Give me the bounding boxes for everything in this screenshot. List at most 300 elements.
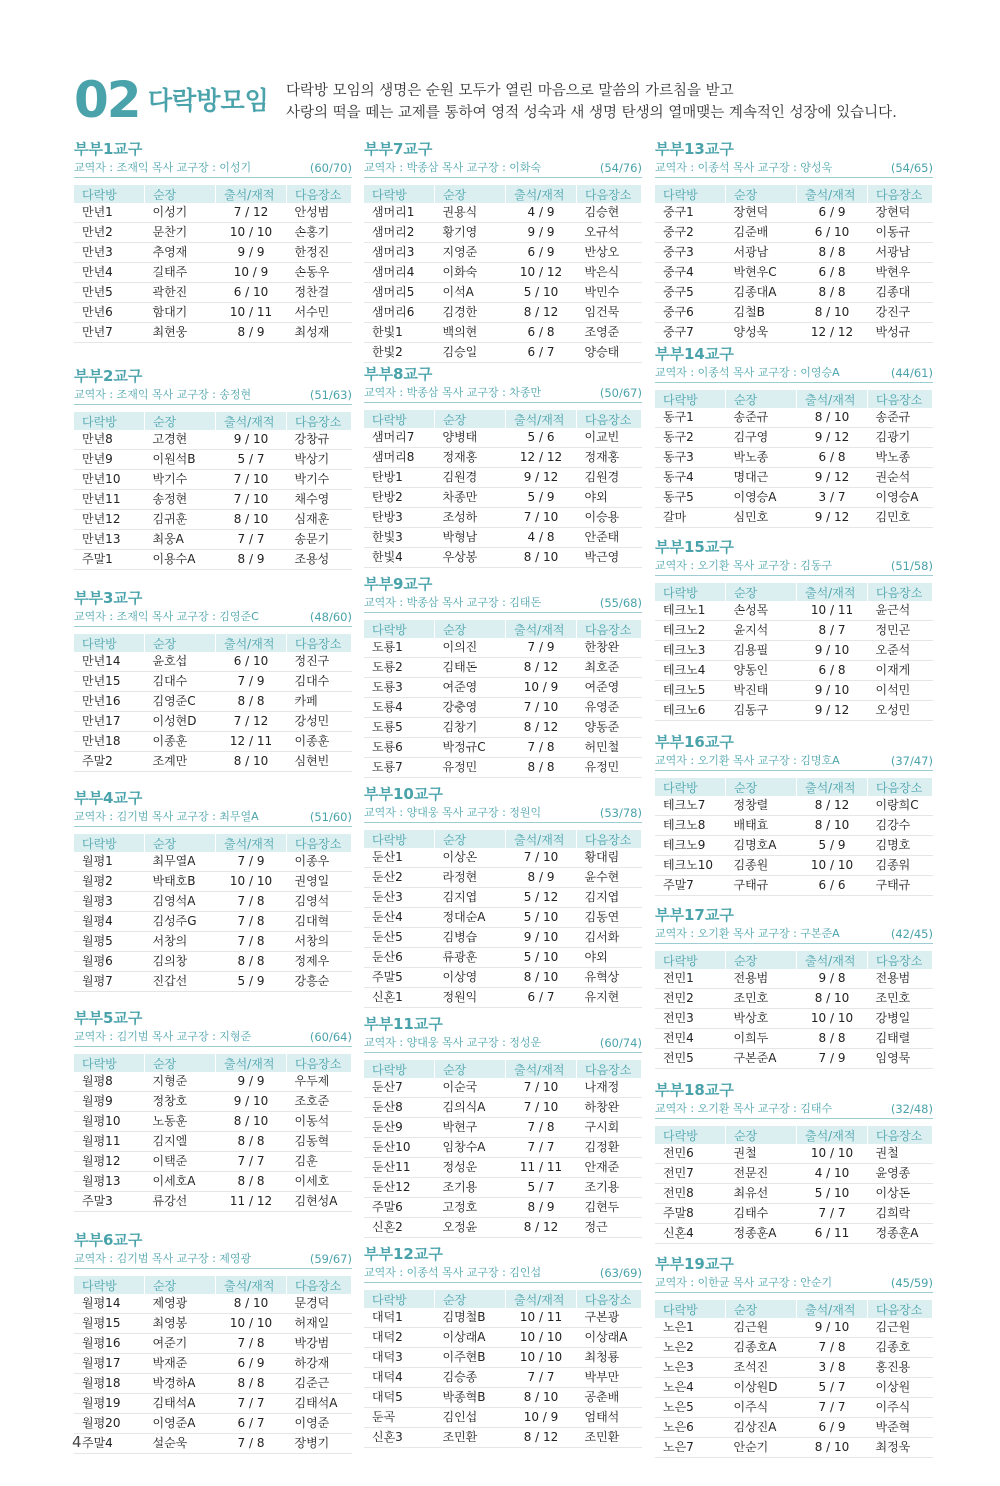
column-header: 다락방 (655, 1126, 726, 1144)
cell-leader: 함대기 (145, 303, 216, 323)
cell-attendance: 10 / 10 (797, 856, 868, 876)
column-header: 다락방 (364, 620, 435, 638)
cell-next-place: 서광남 (868, 243, 933, 263)
cell-leader: 박경하A (145, 1374, 216, 1394)
group-info (364, 594, 642, 613)
column-header: 다락방 (74, 1276, 145, 1294)
table-header-row (74, 634, 352, 652)
cell-room: 테크노7 (655, 796, 726, 816)
column-header: 다락방 (655, 1300, 726, 1318)
cell-leader: 구태규 (726, 876, 797, 896)
cell-leader: 박상호 (726, 1009, 797, 1029)
cell-room: 신혼3 (364, 1428, 435, 1448)
cell-leader: 이상온 (435, 848, 506, 868)
cell-room: 중구5 (655, 283, 726, 303)
cell-leader: 조민호 (726, 989, 797, 1009)
cell-next-place: 이종우 (287, 852, 352, 872)
group-table (655, 951, 933, 1069)
cell-room: 테크노1 (655, 601, 726, 621)
cell-room: 만년9 (74, 450, 145, 470)
group-staff: 교역자 : 김기범 목사 교구장 : 지형준 (74, 1030, 252, 1043)
table-row (364, 1158, 642, 1178)
cell-room: 대덕4 (364, 1368, 435, 1388)
table-row (74, 912, 352, 932)
table-row (74, 243, 352, 263)
table-row (655, 263, 933, 283)
cell-room: 신혼1 (364, 988, 435, 1008)
table-header-row (74, 185, 352, 203)
group-block (74, 365, 352, 570)
cell-attendance: 8 / 10 (797, 408, 868, 428)
cell-room: 샘머리7 (364, 428, 435, 448)
cell-attendance: 5 / 9 (216, 972, 287, 992)
cell-leader: 정재홍 (435, 448, 506, 468)
table-row (655, 601, 933, 621)
cell-attendance: 9 / 12 (797, 701, 868, 721)
table-row (364, 448, 642, 468)
cell-next-place: 송문기 (287, 530, 352, 550)
cell-attendance: 9 / 12 (797, 428, 868, 448)
cell-leader: 박진태 (726, 681, 797, 701)
table-row (74, 892, 352, 912)
cell-next-place: 김민호 (868, 508, 933, 528)
column-header: 다음장소 (868, 390, 933, 408)
table-row (364, 283, 642, 303)
group-name: 부부10교구 (364, 785, 443, 803)
column-header: 순장 (435, 1290, 506, 1308)
cell-room: 월평10 (74, 1112, 145, 1132)
cell-next-place: 김승현 (577, 203, 642, 223)
cell-room: 도룡6 (364, 738, 435, 758)
table-row (364, 678, 642, 698)
cell-next-place: 나재정 (577, 1078, 642, 1098)
cell-room: 만년7 (74, 323, 145, 343)
cell-attendance: 10 / 10 (506, 1348, 577, 1368)
group-block (655, 536, 933, 721)
group-attendance-total: (50/67) (599, 386, 642, 400)
cell-leader: 조기용 (435, 1178, 506, 1198)
cell-attendance: 10 / 10 (216, 872, 287, 892)
cell-room: 둔산5 (364, 928, 435, 948)
cell-leader: 차종만 (435, 488, 506, 508)
group-info (655, 1100, 933, 1119)
cell-leader: 지영준 (435, 243, 506, 263)
group-name: 부부5교구 (74, 1009, 143, 1027)
cell-next-place: 김서화 (577, 928, 642, 948)
cell-room: 동구5 (655, 488, 726, 508)
cell-leader: 제영광 (145, 1294, 216, 1314)
table-row (74, 430, 352, 450)
group-table (655, 1300, 933, 1458)
group-info (655, 159, 933, 178)
column-header: 다음장소 (868, 1300, 933, 1318)
cell-next-place: 김종대 (868, 283, 933, 303)
cell-next-place: 김대수 (287, 672, 352, 692)
cell-attendance: 7 / 10 (216, 490, 287, 510)
group-block (74, 138, 352, 343)
column-header: 다음장소 (868, 583, 933, 601)
cell-leader: 이세호A (145, 1172, 216, 1192)
cell-leader: 박형남 (435, 528, 506, 548)
cell-room: 만년13 (74, 530, 145, 550)
group-name: 부부13교구 (655, 140, 734, 158)
cell-room: 동구3 (655, 448, 726, 468)
cell-attendance: 5 / 12 (506, 888, 577, 908)
cell-leader: 박태호B (145, 872, 216, 892)
table-row (364, 203, 642, 223)
cell-attendance: 4 / 9 (506, 203, 577, 223)
group-name: 부부14교구 (655, 345, 734, 363)
cell-room: 한빛4 (364, 548, 435, 568)
cell-leader: 김지엽 (435, 888, 506, 908)
table-row (74, 1334, 352, 1354)
column-header: 출석/재적 (216, 1054, 287, 1072)
cell-room: 테크노9 (655, 836, 726, 856)
cell-attendance: 7 / 9 (216, 672, 287, 692)
group-attendance-total: (54/76) (599, 161, 642, 175)
cell-leader: 노동훈 (145, 1112, 216, 1132)
cell-leader: 조성하 (435, 508, 506, 528)
cell-room: 둔산2 (364, 868, 435, 888)
column-header: 출석/재적 (797, 951, 868, 969)
group-name: 부부8교구 (364, 365, 433, 383)
table-row (364, 323, 642, 343)
cell-attendance: 6 / 8 (797, 263, 868, 283)
cell-leader: 박종혁B (435, 1388, 506, 1408)
table-row (74, 1314, 352, 1334)
cell-next-place: 여준영 (577, 678, 642, 698)
cell-attendance: 9 / 9 (506, 223, 577, 243)
cell-room: 둔산4 (364, 908, 435, 928)
cell-room: 주말7 (655, 876, 726, 896)
cell-room: 월평12 (74, 1152, 145, 1172)
group-attendance-total: (55/68) (599, 596, 642, 610)
table-row (364, 548, 642, 568)
column-header: 출석/재적 (506, 410, 577, 428)
table-row (364, 243, 642, 263)
cell-room: 노은4 (655, 1378, 726, 1398)
table-row (364, 1368, 642, 1388)
column-header: 다음장소 (287, 1276, 352, 1294)
cell-leader: 정창호 (145, 1092, 216, 1112)
cell-next-place: 정진구 (287, 652, 352, 672)
table-row (74, 283, 352, 303)
cell-room: 전민8 (655, 1184, 726, 1204)
cell-next-place: 박상기 (287, 450, 352, 470)
column-header: 다락방 (655, 583, 726, 601)
group-block (364, 1243, 642, 1448)
cell-leader: 최영봉 (145, 1314, 216, 1334)
column-header: 출석/재적 (216, 634, 287, 652)
cell-room: 만년11 (74, 490, 145, 510)
cell-next-place: 이상래A (577, 1328, 642, 1348)
cell-leader: 김근원 (726, 1318, 797, 1338)
cell-room: 주말4 (74, 1434, 145, 1454)
cell-room: 둔산9 (364, 1118, 435, 1138)
cell-leader: 양병태 (435, 428, 506, 448)
cell-leader: 배태효 (726, 816, 797, 836)
cell-room: 테크노4 (655, 661, 726, 681)
group-staff: 교역자 : 양대웅 목사 교구장 : 정원익 (364, 806, 542, 819)
cell-room: 전민6 (655, 1144, 726, 1164)
cell-attendance: 7 / 9 (216, 852, 287, 872)
cell-next-place: 김훈 (287, 1152, 352, 1172)
cell-next-place: 김준근 (287, 1374, 352, 1394)
cell-next-place: 구태규 (868, 876, 933, 896)
cell-leader: 최유선 (726, 1184, 797, 1204)
cell-room: 만년12 (74, 510, 145, 530)
cell-next-place: 이석민 (868, 681, 933, 701)
group-name: 부부9교구 (364, 575, 433, 593)
group-staff: 교역자 : 오기환 목사 교구장 : 김태수 (655, 1102, 833, 1115)
cell-room: 동구4 (655, 468, 726, 488)
cell-next-place: 김근원 (868, 1318, 933, 1338)
column-header: 다락방 (364, 1060, 435, 1078)
column-header: 출석/재적 (506, 620, 577, 638)
group-attendance-total: (44/61) (890, 366, 933, 380)
table-row (74, 1152, 352, 1172)
group-attendance-total: (42/45) (890, 927, 933, 941)
column-left (74, 138, 352, 1454)
cell-attendance: 8 / 9 (216, 323, 287, 343)
table-header-row (364, 410, 642, 428)
cell-next-place: 김종호 (868, 1338, 933, 1358)
table-row (364, 698, 642, 718)
group-block (74, 787, 352, 992)
cell-leader: 고정호 (435, 1198, 506, 1218)
table-row (74, 972, 352, 992)
group-staff: 교역자 : 이종석 목사 교구장 : 김인섭 (364, 1266, 542, 1279)
cell-leader: 김종원 (726, 856, 797, 876)
table-header-row (74, 1054, 352, 1072)
cell-next-place: 홍진용 (868, 1358, 933, 1378)
cell-next-place: 박성규 (868, 323, 933, 343)
cell-leader: 김성주G (145, 912, 216, 932)
table-row (74, 203, 352, 223)
group-name: 부부15교구 (655, 538, 734, 556)
cell-attendance: 6 / 9 (216, 1354, 287, 1374)
group-table (74, 412, 352, 570)
cell-leader: 백의현 (435, 323, 506, 343)
group-info (364, 804, 642, 823)
cell-leader: 진갑선 (145, 972, 216, 992)
table-row (655, 1418, 933, 1438)
cell-attendance: 7 / 7 (506, 1138, 577, 1158)
table-row (655, 989, 933, 1009)
table-row (364, 1428, 642, 1448)
cell-attendance: 7 / 10 (506, 1078, 577, 1098)
group-block (655, 138, 933, 343)
cell-next-place: 야외 (577, 488, 642, 508)
cell-attendance: 7 / 8 (216, 932, 287, 952)
column-header: 다음장소 (287, 412, 352, 430)
cell-attendance: 6 / 9 (797, 1418, 868, 1438)
cell-next-place: 박노종 (868, 448, 933, 468)
column-header: 순장 (726, 951, 797, 969)
cell-attendance: 6 / 11 (797, 1224, 868, 1244)
cell-attendance: 7 / 12 (216, 712, 287, 732)
cell-next-place: 안성범 (287, 203, 352, 223)
table-row (74, 1192, 352, 1212)
cell-leader: 이영승A (726, 488, 797, 508)
cell-attendance: 9 / 10 (797, 641, 868, 661)
table-row (364, 968, 642, 988)
table-row (364, 888, 642, 908)
cell-next-place: 이주식 (868, 1398, 933, 1418)
cell-leader: 이상영 (435, 968, 506, 988)
table-row (74, 323, 352, 343)
cell-next-place: 한정진 (287, 243, 352, 263)
cell-room: 도룡1 (364, 638, 435, 658)
table-row (364, 488, 642, 508)
cell-next-place: 정민곤 (868, 621, 933, 641)
table-row (74, 932, 352, 952)
group-staff: 교역자 : 김기범 목사 교구장 : 최무열A (74, 810, 259, 823)
table-header-row (655, 185, 933, 203)
cell-room: 한빛2 (364, 343, 435, 363)
cell-attendance: 9 / 8 (797, 969, 868, 989)
table-row (655, 408, 933, 428)
cell-attendance: 9 / 10 (216, 430, 287, 450)
cell-leader: 김의창 (145, 952, 216, 972)
cell-next-place: 박민수 (577, 283, 642, 303)
cell-attendance: 11 / 11 (506, 1158, 577, 1178)
cell-attendance: 6 / 8 (797, 448, 868, 468)
cell-room: 도룡4 (364, 698, 435, 718)
cell-room: 샘머리4 (364, 263, 435, 283)
cell-room: 한빛3 (364, 528, 435, 548)
cell-next-place: 김명호 (868, 836, 933, 856)
table-row (655, 876, 933, 896)
cell-room: 신혼2 (364, 1218, 435, 1238)
table-row (364, 303, 642, 323)
cell-room: 전민5 (655, 1049, 726, 1069)
cell-leader: 이주식 (726, 1398, 797, 1418)
column-header: 순장 (726, 185, 797, 203)
cell-next-place: 김정환 (577, 1138, 642, 1158)
cell-next-place: 조영준 (577, 323, 642, 343)
column-header: 다음장소 (577, 1060, 642, 1078)
cell-next-place: 김현두 (577, 1198, 642, 1218)
table-row (655, 856, 933, 876)
column-header: 다음장소 (577, 185, 642, 203)
cell-attendance: 3 / 7 (797, 488, 868, 508)
column-header: 순장 (435, 1060, 506, 1078)
cell-leader: 고경현 (145, 430, 216, 450)
cell-leader: 박기수 (145, 470, 216, 490)
cell-leader: 박노종 (726, 448, 797, 468)
cell-leader: 이순국 (435, 1078, 506, 1098)
cell-attendance: 3 / 8 (797, 1358, 868, 1378)
cell-attendance: 8 / 8 (797, 243, 868, 263)
cell-leader: 설순욱 (145, 1434, 216, 1454)
cell-next-place: 박근영 (577, 548, 642, 568)
cell-attendance: 5 / 7 (797, 1378, 868, 1398)
group-block (74, 1007, 352, 1212)
table-row (364, 738, 642, 758)
group-attendance-total: (60/70) (309, 161, 352, 175)
group-table (74, 1276, 352, 1454)
cell-leader: 이영준A (145, 1414, 216, 1434)
cell-next-place: 이상돈 (868, 1184, 933, 1204)
table-row (655, 508, 933, 528)
cell-room: 테크노3 (655, 641, 726, 661)
group-info (364, 1034, 642, 1053)
cell-room: 월평9 (74, 1092, 145, 1112)
column-header: 출석/재적 (506, 1060, 577, 1078)
cell-attendance: 8 / 10 (797, 1438, 868, 1458)
cell-attendance: 6 / 8 (506, 323, 577, 343)
cell-room: 월평3 (74, 892, 145, 912)
cell-leader: 김태석A (145, 1394, 216, 1414)
table-row (655, 488, 933, 508)
cell-attendance: 11 / 12 (216, 1192, 287, 1212)
cell-next-place: 김원경 (577, 468, 642, 488)
cell-leader: 박현우C (726, 263, 797, 283)
table-row (364, 948, 642, 968)
table-row (655, 428, 933, 448)
cell-leader: 김태수 (726, 1204, 797, 1224)
group-info (364, 1264, 642, 1283)
table-row (655, 1224, 933, 1244)
group-staff: 교역자 : 오기환 목사 교구장 : 구본준A (655, 927, 840, 940)
table-row (74, 1354, 352, 1374)
group-name: 부부18교구 (655, 1081, 734, 1099)
table-row (655, 836, 933, 856)
cell-attendance: 7 / 8 (216, 892, 287, 912)
cell-next-place: 이세호 (287, 1172, 352, 1192)
cell-next-place: 김태석A (287, 1394, 352, 1414)
cell-attendance: 8 / 10 (216, 1112, 287, 1132)
cell-attendance: 8 / 8 (797, 1029, 868, 1049)
table-row (74, 530, 352, 550)
cell-attendance: 4 / 8 (506, 528, 577, 548)
cell-attendance: 8 / 10 (797, 816, 868, 836)
cell-next-place: 서창의 (287, 932, 352, 952)
cell-next-place: 정근 (577, 1218, 642, 1238)
column-header: 순장 (435, 410, 506, 428)
cell-next-place: 유정민 (577, 758, 642, 778)
group-block (364, 138, 642, 363)
group-table (655, 185, 933, 343)
cell-next-place: 송준규 (868, 408, 933, 428)
cell-attendance: 8 / 8 (216, 1172, 287, 1192)
table-row (364, 1328, 642, 1348)
cell-next-place: 유혁상 (577, 968, 642, 988)
group-info (74, 159, 352, 178)
group-attendance-total: (37/47) (890, 754, 933, 768)
column-header: 다음장소 (868, 185, 933, 203)
cell-next-place: 김동연 (577, 908, 642, 928)
cell-attendance: 10 / 9 (216, 263, 287, 283)
cell-room: 만년16 (74, 692, 145, 712)
group-name: 부부12교구 (364, 1245, 443, 1263)
cell-next-place: 최정욱 (868, 1438, 933, 1458)
cell-leader: 여준기 (145, 1334, 216, 1354)
group-table (364, 620, 642, 778)
cell-room: 동구2 (655, 428, 726, 448)
cell-attendance: 7 / 8 (216, 912, 287, 932)
cell-leader: 길태주 (145, 263, 216, 283)
cell-next-place: 김지엽 (577, 888, 642, 908)
column-header: 다음장소 (287, 634, 352, 652)
cell-attendance: 6 / 6 (797, 876, 868, 896)
table-row (74, 1434, 352, 1454)
cell-next-place: 조호준 (287, 1092, 352, 1112)
table-row (74, 1374, 352, 1394)
cell-room: 둔곡 (364, 1408, 435, 1428)
table-row (655, 1318, 933, 1338)
